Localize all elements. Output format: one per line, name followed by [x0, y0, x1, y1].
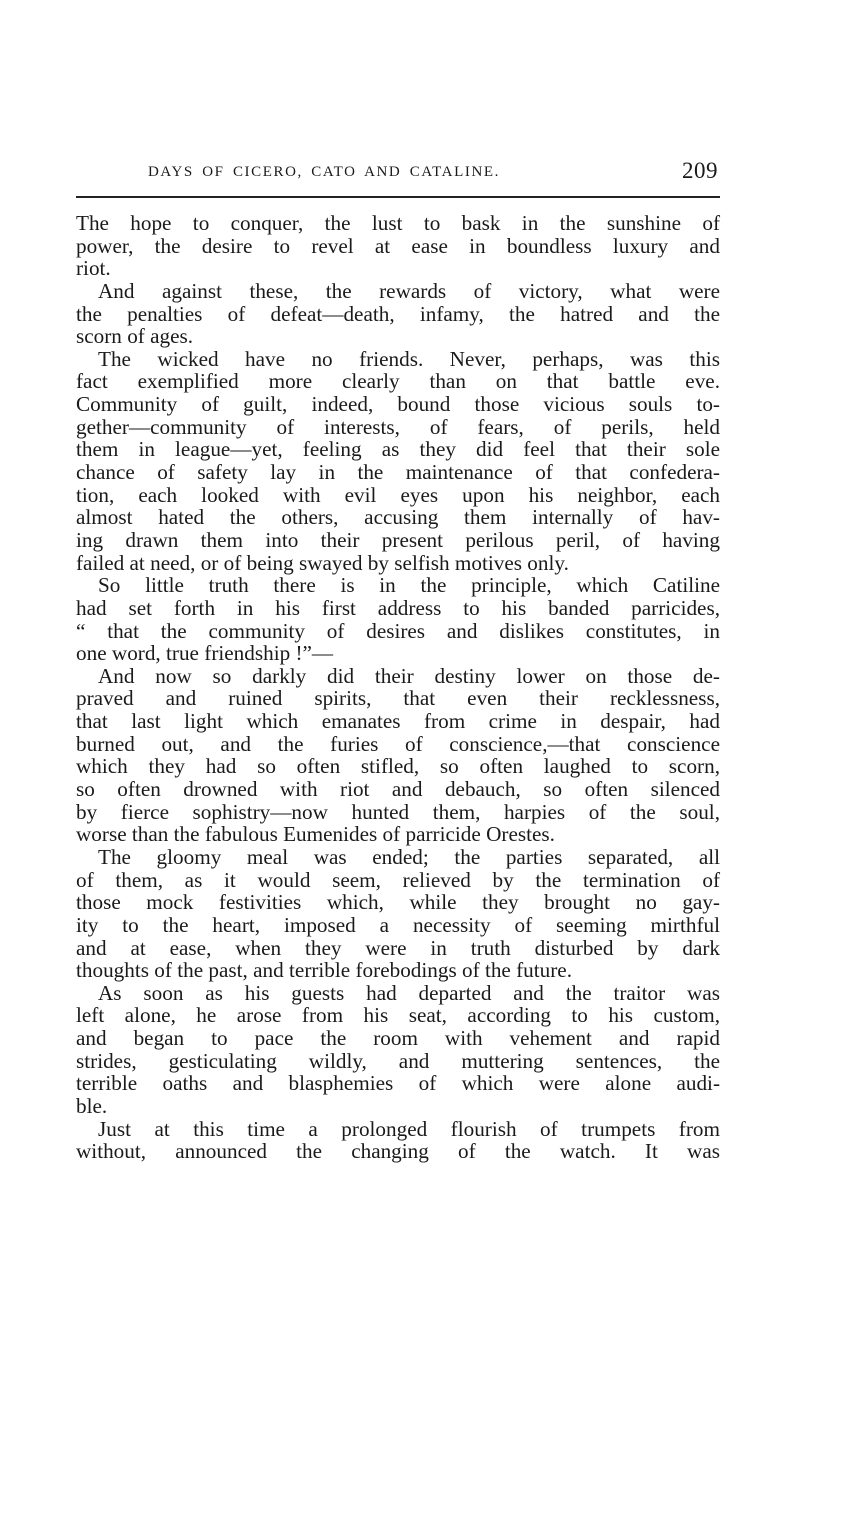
- text-line: without, announced the changing of the watch. It was: [76, 1139, 720, 1164]
- text-line: almost hated the others, accusing them internally of hav-: [76, 505, 720, 530]
- text-line: gether—community of interests, of fears, of perils, held: [76, 414, 720, 439]
- text-line: And now so darkly did their destiny lower on those de-: [98, 663, 720, 688]
- text-line: “ that the community of desires and dislikes constitutes, in: [76, 618, 720, 643]
- text-line: one word, true friendship !”—: [76, 641, 334, 666]
- text-line: and at ease, when they were in truth disturbed by dark: [76, 935, 720, 960]
- text-line: riot.: [76, 256, 111, 281]
- text-line: power, the desire to revel at ease in boundless luxury and: [76, 233, 720, 258]
- running-title: DAYS OF CICERO, CATO AND CATALINE.: [148, 164, 500, 180]
- text-line: thoughts of the past, and terrible forebodings of the future.: [76, 958, 573, 983]
- text-line: The wicked have no friends. Never, perhaps, was this: [98, 346, 720, 371]
- page-number: 209: [682, 158, 718, 183]
- text-line: ity to the heart, imposed a necessity of seeming mirthful: [76, 912, 720, 937]
- text-line: the penalties of defeat—death, infamy, the hatred and the: [76, 301, 720, 326]
- text-line: worse than the fabulous Eumenides of parricide Orestes.: [76, 822, 555, 847]
- text-line: which they had so often stifled, so often laughed to scorn,: [76, 754, 720, 779]
- text-line: ble.: [76, 1093, 108, 1118]
- text-line: And against these, the rewards of victory, what were: [98, 278, 720, 303]
- text-line: that last light which emanates from crime in despair, had: [76, 709, 720, 734]
- text-line: by fierce sophistry—now hunted them, harpies of the soul,: [76, 799, 720, 824]
- text-line: praved and ruined spirits, that even their recklessness,: [76, 686, 720, 711]
- text-line: tion, each looked with evil eyes upon his neighbor, each: [76, 482, 720, 507]
- running-header: [76, 158, 720, 192]
- text-line: As soon as his guests had departed and the traitor was: [98, 980, 720, 1005]
- text-line: chance of safety lay in the maintenance of that confedera-: [76, 460, 720, 485]
- text-line: scorn of ages.: [76, 324, 194, 349]
- header-rule: [76, 196, 720, 198]
- text-line: So little truth there is in the principle, which Catiline: [98, 573, 720, 598]
- text-line: had set forth in his first address to his banded parricides,: [76, 595, 720, 620]
- text-line: The gloomy meal was ended; the parties separated, all: [98, 844, 720, 869]
- body-text: [76, 212, 720, 1163]
- text-line: so often drowned with riot and debauch, so often silenced: [76, 777, 720, 802]
- text-line: of them, as it would seem, relieved by the termination of: [76, 867, 720, 892]
- text-line: Community of guilt, indeed, bound those vicious souls to-: [76, 392, 720, 417]
- text-line: failed at need, or of being swayed by selfish motives only.: [76, 550, 569, 575]
- text-line: The hope to conquer, the lust to bask in the sunshine of: [76, 211, 720, 235]
- text-line: them in league—yet, feeling as they did feel that their sole: [76, 437, 720, 462]
- text-line: those mock festivities which, while they brought no gay-: [76, 890, 720, 915]
- text-line: left alone, he arose from his seat, according to his custom,: [76, 1003, 720, 1028]
- text-line: burned out, and the furies of conscience,—that conscience: [76, 731, 720, 756]
- text-line: fact exemplified more clearly than on that battle eve.: [76, 369, 720, 394]
- book-page: [76, 158, 720, 1163]
- text-line: strides, gesticulating wildly, and muttering sentences, the: [76, 1048, 720, 1073]
- text-line: terrible oaths and blasphemies of which were alone audi-: [76, 1071, 720, 1096]
- text-line: and began to pace the room with vehement and rapid: [76, 1026, 720, 1051]
- text-line: Just at this time a prolonged flourish of trumpets from: [98, 1116, 720, 1141]
- text-line: ing drawn them into their present perilous peril, of having: [76, 527, 720, 552]
